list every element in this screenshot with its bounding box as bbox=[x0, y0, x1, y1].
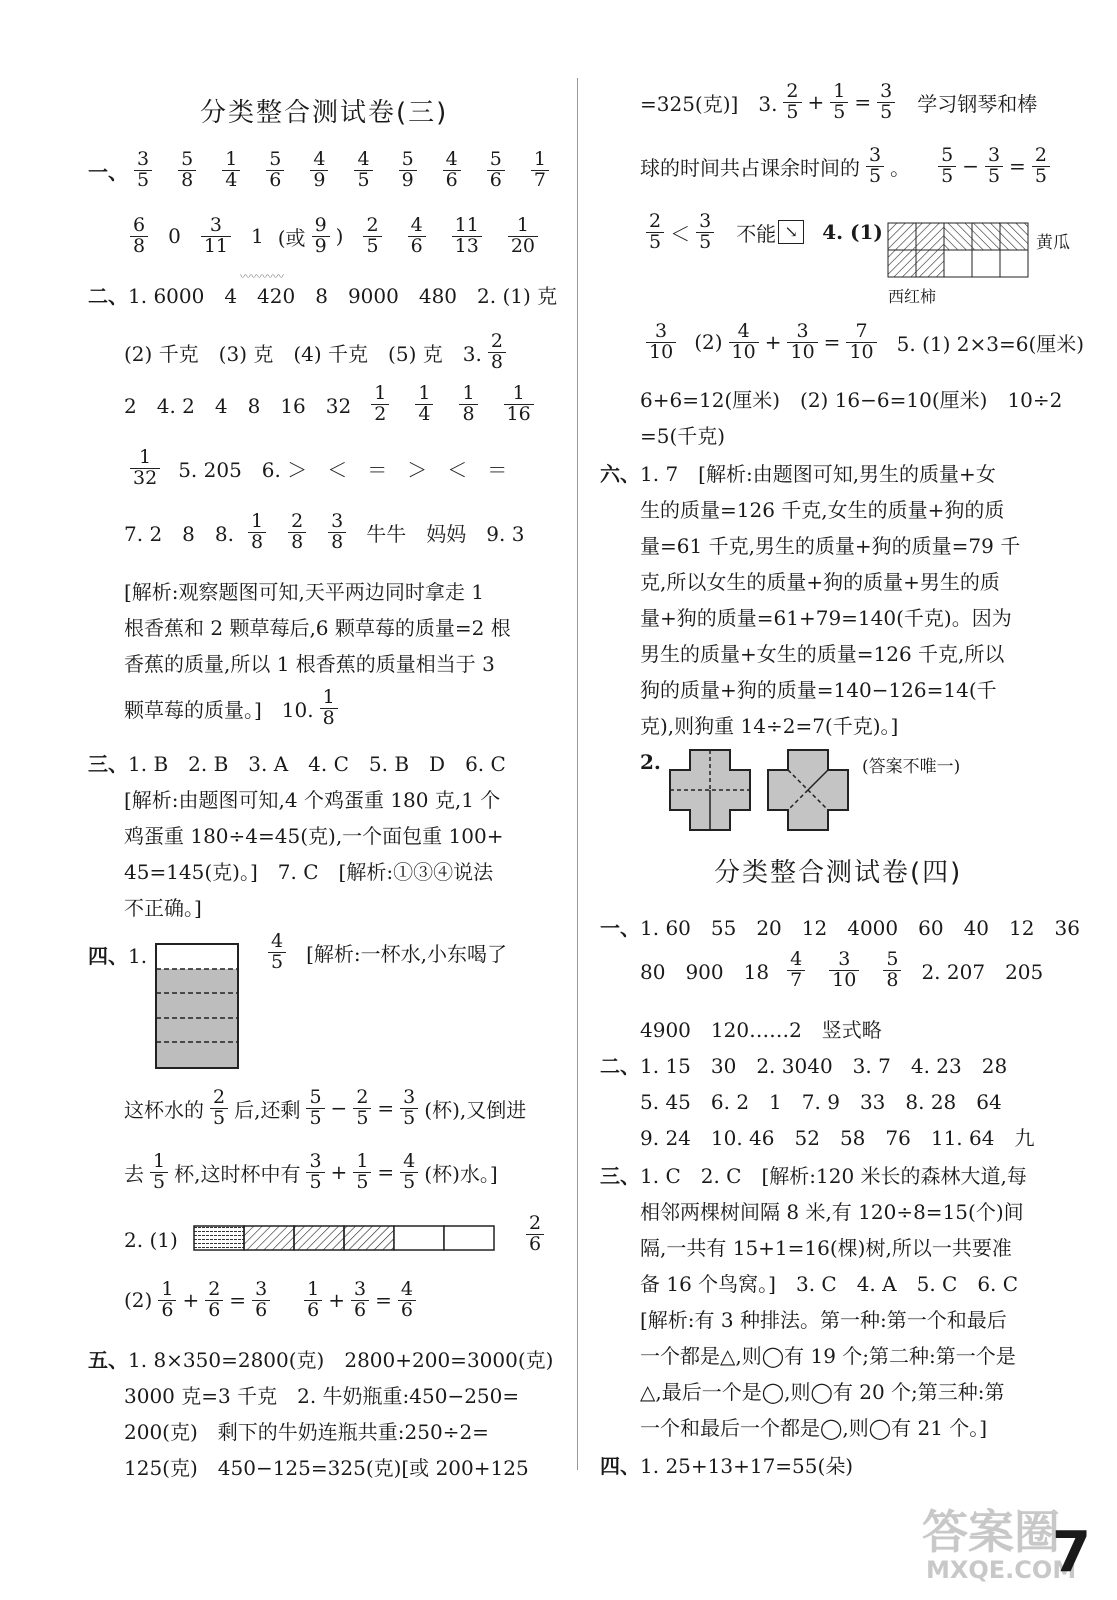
fraction: $\frac{2}{6}$ bbox=[526, 1214, 544, 1255]
t4-text1: 1. 25+13+17=55(朵) bbox=[640, 1454, 854, 1478]
s4-num1: 1. bbox=[128, 944, 148, 968]
fraction: $\frac{3}{6}$ bbox=[351, 1280, 369, 1321]
s2-line3 bbox=[124, 384, 540, 425]
s4-answer2 bbox=[520, 1214, 550, 1255]
fraction: $\frac{1}{20}$ bbox=[508, 216, 538, 257]
s2-text5: 5. 205 6. ＞ ＜ ＝ ＞ ＜ ＝ bbox=[178, 457, 508, 482]
watermark-logo: 答案圈 bbox=[922, 1505, 1060, 1559]
s2-text1: 1. 6000 4 420 8 9000 480 2. (1) 克 bbox=[128, 284, 558, 308]
t3-text3: 隔,一共有 15+1=16(棵)树,所以一共要准 bbox=[640, 1236, 1012, 1260]
fraction: $\frac{2}{5}$ bbox=[363, 216, 381, 257]
fraction: $\frac{2}{5}$ bbox=[353, 1088, 371, 1129]
alt-answer bbox=[278, 216, 344, 257]
s3-label: 三、 bbox=[88, 752, 128, 776]
s3-text5: 不正确。] bbox=[124, 896, 202, 920]
fraction: $\frac{2}{5}$ bbox=[783, 82, 801, 123]
fraction: $\frac{9}{9}$ bbox=[312, 216, 330, 257]
t1-line2 bbox=[640, 950, 1043, 991]
s6-text6: 男生的质量+女生的质量=126 千克,所以 bbox=[640, 642, 1005, 666]
fraction: $\frac{1}{5}$ bbox=[830, 82, 848, 123]
text: 2. 207 205 bbox=[921, 959, 1044, 984]
s5-text2: 3000 克=3 千克 2. 牛奶瓶重:450−250= bbox=[124, 1384, 520, 1408]
vegetable-grid-diagram bbox=[888, 223, 1028, 279]
watermark-url: MXQE.COM bbox=[926, 1556, 1077, 1584]
fraction: $\frac{5}{5}$ bbox=[938, 146, 956, 187]
s2-analysis-4 bbox=[124, 688, 344, 729]
t3-text7: △,最后一个是◯,则◯有 20 个;第三种:第 bbox=[640, 1380, 1005, 1404]
fraction: $\frac{2}{5}$ bbox=[646, 212, 664, 253]
fraction: $\frac{2}{5}$ bbox=[210, 1088, 228, 1129]
cup-diagram bbox=[156, 944, 240, 1070]
fraction: $\frac{4}{6}$ bbox=[443, 150, 461, 191]
text: 4. (1) bbox=[822, 220, 883, 245]
fraction: $\frac{3}{10}$ bbox=[829, 950, 859, 991]
t1-text3: 4900 120……2 竖式略 bbox=[640, 1018, 882, 1042]
text: (2) bbox=[124, 1288, 153, 1313]
t3-text1: 1. C 2. C [解析:120 米长的森林大道,每 bbox=[640, 1164, 1027, 1188]
text: (杯)水。] bbox=[424, 1161, 498, 1186]
s3-text3: 鸡蛋重 180÷4=45(克),一个面包重 100+ bbox=[124, 824, 504, 848]
fraction: $\frac{1}{5}$ bbox=[353, 1152, 371, 1193]
fraction: $\frac{4}{5}$ bbox=[354, 150, 372, 191]
fraction: $\frac{5}{8}$ bbox=[883, 950, 901, 991]
s4-line3: 去 $\frac{1}{5}$ 杯,这时杯中有 $\frac{3}{5}$ + $\frac{1}{5}$ = $\frac{4}{5}$ (杯)水。] bbox=[124, 1150, 498, 1193]
s4-label: 四、 bbox=[88, 944, 128, 968]
fraction: $\frac{1}{7}$ bbox=[531, 150, 549, 191]
text: (2) bbox=[694, 330, 723, 355]
s4-line2: 这杯水的 $\frac{2}{5}$ 后,还剩 $\frac{5}{5}$ − $\frac{2}{5}$ = $\frac{3}{5}$ (杯),又倒进 bbox=[124, 1086, 527, 1129]
s2-line2 bbox=[124, 332, 512, 373]
text: (杯),又倒进 bbox=[424, 1097, 527, 1122]
t3-label: 三、 bbox=[600, 1164, 640, 1188]
t2-line1 bbox=[600, 1050, 1007, 1079]
s6-text4: 克,所以女生的质量+狗的质量+男生的质 bbox=[640, 570, 1000, 594]
s1-row1 bbox=[88, 150, 555, 191]
fraction: $\frac{4}{10}$ bbox=[729, 322, 759, 363]
answer-value: 1 bbox=[251, 224, 264, 249]
s2-label: 二、 bbox=[88, 284, 128, 308]
fraction: $\frac{4}{5}$ bbox=[400, 1152, 418, 1193]
or-text: (或 bbox=[277, 225, 306, 250]
t1-label: 一、 bbox=[600, 916, 640, 940]
t3-line1 bbox=[600, 1160, 1027, 1189]
fraction: $\frac{1}{6}$ bbox=[304, 1280, 322, 1321]
s2-text6b: 牛牛 妈妈 9. 3 bbox=[366, 521, 525, 546]
s2-text3: 2 4. 2 4 8 16 32 bbox=[124, 393, 352, 418]
s6-label: 六、 bbox=[600, 462, 640, 486]
t3-text2: 相邻两棵树间隔 8 米,有 120÷8=15(个)间 bbox=[640, 1200, 1024, 1224]
s2-line6 bbox=[124, 512, 524, 553]
text: 杯,这时杯中有 bbox=[174, 1161, 301, 1186]
fraction: $\frac{5}{5}$ bbox=[306, 1088, 324, 1129]
fraction: $\frac{1}{8}$ bbox=[320, 688, 338, 729]
s5-text4: 125(克) 450−125=325(克)[或 200+125 bbox=[124, 1456, 529, 1480]
t1-text1: 1. 60 55 20 12 4000 60 40 12 36 bbox=[640, 916, 1080, 940]
t3-text8: 一个和最后一个都是◯,则◯有 21 个。] bbox=[640, 1416, 988, 1440]
fraction-group bbox=[242, 512, 352, 553]
s1-fraction-list-2 bbox=[124, 216, 544, 257]
text: 不能 bbox=[736, 221, 777, 246]
fraction: $\frac{5}{6}$ bbox=[266, 150, 284, 191]
s6-text5: 量+狗的质量=61+79=140(千克)。因为 bbox=[640, 606, 1012, 630]
s3-text1: 1. B 2. B 3. A 4. C 5. B D 6. C bbox=[128, 752, 506, 776]
fraction: $\frac{2}{5}$ bbox=[1032, 146, 1050, 187]
s5-line1 bbox=[88, 1344, 553, 1373]
t2-text1: 1. 15 30 2. 3040 3. 7 4. 23 28 bbox=[640, 1054, 1008, 1078]
text: 球的时间共占课余时间的 bbox=[640, 155, 860, 180]
r-line2: 球的时间共占课余时间的 $\frac{3}{5}$ 。 $\frac{5}{5}$ − $\frac{3}{5}$ = $\frac{2}{5}$ bbox=[640, 146, 1056, 187]
fraction: $\frac{4}{6}$ bbox=[398, 1280, 416, 1321]
fraction: $\frac{1}{4}$ bbox=[415, 384, 433, 425]
fraction: $\frac{1}{4}$ bbox=[222, 150, 240, 191]
fraction: $\frac{3}{5}$ bbox=[985, 146, 1003, 187]
text: 5. (1) 2×3=6(厘米) bbox=[896, 331, 1085, 356]
fraction: $\frac{4}{7}$ bbox=[787, 950, 805, 991]
t2-text2: 5. 45 6. 2 1 7. 9 33 8. 28 64 bbox=[640, 1090, 1002, 1114]
section-title-3: 分类整合测试卷(三) bbox=[200, 98, 449, 128]
section-title-4: 分类整合测试卷(四) bbox=[714, 858, 963, 888]
s4-answer1 bbox=[262, 932, 507, 973]
text: =325(克)] 3. bbox=[640, 91, 778, 116]
s2-line5 bbox=[124, 448, 507, 489]
t3-text6: 一个都是△,则◯有 19 个;第二种:第一个是 bbox=[640, 1344, 1016, 1368]
fraction: $\frac{6}{8}$ bbox=[130, 216, 148, 257]
fraction: $\frac{4}{6}$ bbox=[408, 216, 426, 257]
r-line4: $\frac{3}{10}$ (2) $\frac{4}{10}$ + $\frac{3}{10}$ = $\frac{7}{10}$ 5. (1) 2×3=6(厘米) bbox=[640, 322, 1084, 363]
close-paren: ) bbox=[335, 224, 344, 249]
tomato-label: 西红柿 bbox=[888, 287, 937, 306]
s2-analysis-1: [解析:观察题图可知,天平两边同时拿走 1 bbox=[124, 580, 484, 604]
right-column bbox=[582, 0, 1117, 1600]
fraction-bar-diagram bbox=[194, 1226, 496, 1252]
s1-label: 一、 bbox=[88, 159, 128, 184]
fraction: $\frac{3}{5}$ bbox=[866, 146, 884, 187]
text: 这杯水的 bbox=[124, 1097, 204, 1122]
fraction: $\frac{4}{9}$ bbox=[310, 150, 328, 191]
t2-text3: 9. 24 10. 46 52 58 76 11. 64 九 bbox=[640, 1126, 1035, 1150]
fraction: $\frac{3}{10}$ bbox=[787, 322, 817, 363]
fraction: $\frac{1}{6}$ bbox=[158, 1280, 176, 1321]
fraction: $\frac{1}{5}$ bbox=[150, 1152, 168, 1193]
s1-fraction-list bbox=[128, 150, 555, 191]
fraction: $\frac{3}{5}$ bbox=[400, 1088, 418, 1129]
s6-note: (答案不唯一) bbox=[862, 757, 961, 777]
fraction: $\frac{5}{9}$ bbox=[399, 150, 417, 191]
column-divider bbox=[577, 78, 578, 1470]
text: 80 900 18 bbox=[640, 959, 770, 984]
s4-text1: [解析:一杯水,小东喝了 bbox=[306, 941, 507, 966]
s6-text1: 1. 7 [解析:由题图可知,男生的质量+女 bbox=[640, 462, 996, 486]
fraction: $\frac{1}{32}$ bbox=[130, 448, 160, 489]
s4-n1 bbox=[88, 940, 147, 969]
fraction: $\frac{2}{6}$ bbox=[205, 1280, 223, 1321]
s6-line1 bbox=[600, 458, 996, 487]
s5-label: 五、 bbox=[88, 1348, 128, 1372]
s4-line5: (2) $\frac{1}{6}$ + $\frac{2}{6}$ = $\frac{3}{6}$ $\frac{1}{6}$ + $\frac{3}{6}$ = $\frac{4}{6}$ bbox=[124, 1280, 422, 1321]
cucumber-label: 黄瓜 bbox=[1036, 233, 1070, 253]
s2-analysis-2: 根香蕉和 2 颗草莓后,6 颗草莓的质量=2 根 bbox=[124, 616, 511, 640]
fraction: $\frac{3}{5}$ bbox=[306, 1152, 324, 1193]
text: 。 bbox=[890, 155, 911, 180]
s6-text3: 量=61 千克,男生的质量+狗的质量=79 千 bbox=[640, 534, 1021, 558]
s2-analysis-4-text: 颗草莓的质量。] 10. bbox=[124, 697, 314, 722]
s6-num2: 2. bbox=[640, 750, 661, 774]
fraction: $\frac{4}{5}$ bbox=[268, 932, 286, 973]
text: 后,还剩 bbox=[234, 1097, 301, 1122]
fraction: $\frac{3}{5}$ bbox=[877, 82, 895, 123]
s1-row2 bbox=[124, 216, 544, 257]
fraction: $\frac{11}{13}$ bbox=[452, 216, 482, 257]
s4-num2: 2. (1) bbox=[124, 1228, 178, 1252]
fraction: $\frac{7}{10}$ bbox=[846, 322, 876, 363]
r-line5: 6+6=12(厘米) (2) 16−6=10(厘米) 10÷2 bbox=[640, 388, 1063, 412]
t2-label: 二、 bbox=[600, 1054, 640, 1078]
fraction: $\frac{5}{8}$ bbox=[178, 150, 196, 191]
fraction: $\frac{5}{6}$ bbox=[487, 150, 505, 191]
s3-line1 bbox=[88, 748, 506, 777]
s6-text7: 狗的质量+狗的质量=140−126=14(千 bbox=[640, 678, 997, 702]
s6-text2: 生的质量=126 千克,女生的质量+狗的质 bbox=[640, 498, 1005, 522]
cross-shape-1 bbox=[670, 750, 750, 830]
s2-line1 bbox=[88, 280, 557, 309]
fraction: $\frac{3}{8}$ bbox=[328, 512, 346, 553]
fraction: $\frac{1}{8}$ bbox=[248, 512, 266, 553]
answer-value: 0 bbox=[168, 224, 181, 249]
fraction-group bbox=[781, 950, 907, 991]
s3-text2: [解析:由题图可知,4 个鸡蛋重 180 克,1 个 bbox=[124, 788, 501, 812]
fraction-group bbox=[365, 384, 539, 425]
fraction: $\frac{2}{8}$ bbox=[288, 512, 306, 553]
fraction: $\frac{3}{5}$ bbox=[134, 150, 152, 191]
s5-text3: 200(克) 剩下的牛奶连瓶共重:250÷2= bbox=[124, 1420, 489, 1444]
text: 去 bbox=[124, 1161, 144, 1186]
fraction: $\frac{1}{8}$ bbox=[459, 384, 477, 425]
r-line6: =5(千克) bbox=[640, 424, 726, 448]
t1-line1 bbox=[600, 912, 1080, 941]
r-line1: =325(克)] 3. $\frac{2}{5}$ + $\frac{1}{5}$ = $\frac{3}{5}$ 学习钢琴和棒 bbox=[640, 80, 1038, 123]
handwritten-scribble: 〰〰〰〰 bbox=[240, 270, 284, 283]
cross-shape-2 bbox=[768, 750, 848, 830]
s2-text6a: 7. 2 8 8. bbox=[124, 521, 234, 546]
fraction: $\frac{3}{11}$ bbox=[201, 216, 231, 257]
fraction: $\frac{3}{10}$ bbox=[646, 322, 676, 363]
t3-text4: 备 16 个鸟窝。] 3. C 4. A 5. C 6. C bbox=[640, 1272, 1019, 1296]
r-line3: $\frac{2}{5}$ ＜ $\frac{3}{5}$ 不能 ↘ 4. (1) bbox=[640, 212, 883, 253]
s3-text4: 45=145(克)。] 7. C [解析:①③④说法 bbox=[124, 860, 494, 884]
page-number: 7 bbox=[1052, 1520, 1091, 1585]
text: 学习钢琴和棒 bbox=[917, 91, 1038, 116]
s2-text2: (2) 千克 (3) 克 (4) 千克 (5) 克 3. bbox=[124, 341, 482, 366]
fraction: $\frac{3}{6}$ bbox=[252, 1280, 270, 1321]
fraction: $\frac{1}{16}$ bbox=[504, 384, 534, 425]
fraction: $\frac{3}{5}$ bbox=[696, 212, 714, 253]
check-box: ↘ bbox=[778, 220, 804, 244]
fraction: $\frac{2}{8}$ bbox=[488, 332, 506, 373]
s5-text1: 1. 8×350=2800(克) 2800+200=3000(克) bbox=[128, 1348, 554, 1372]
t4-label: 四、 bbox=[600, 1454, 640, 1478]
s6-text8: 克),则狗重 14÷2=7(千克)。] bbox=[640, 714, 899, 738]
t4-line1 bbox=[600, 1450, 853, 1479]
fraction: $\frac{1}{2}$ bbox=[371, 384, 389, 425]
t3-text5: [解析:有 3 种排法。第一种:第一个和最后 bbox=[640, 1308, 1007, 1332]
s2-analysis-3: 香蕉的质量,所以 1 根香蕉的质量相当于 3 bbox=[124, 652, 495, 676]
